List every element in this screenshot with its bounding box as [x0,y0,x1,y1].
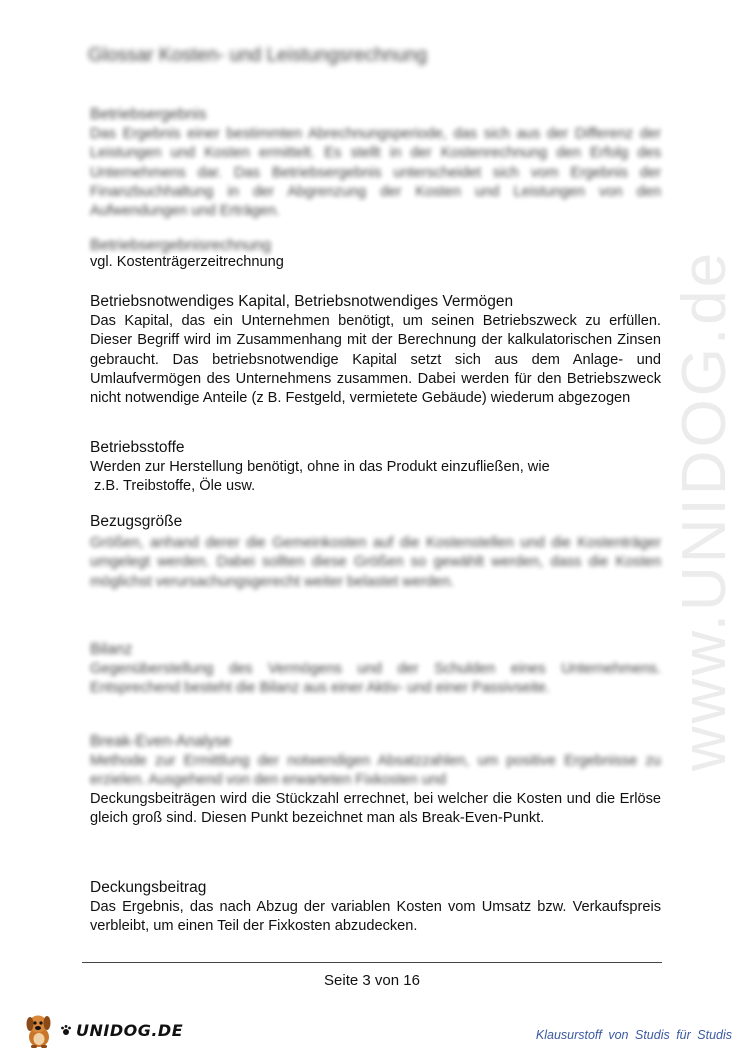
entry-body: Gegenüberstellung des Vermögens und der Schulden eines Unternehmens. Entsprechend besteht die Bilanz aus einer Aktiv- und einer Passivseite. [90,661,661,697]
unidog-logo [22,1010,183,1050]
entry-body: vgl. Kostenträgerzeitrechnung [90,254,284,270]
entry-heading: Bezugsgröße [90,513,183,530]
glossary-entry-deckungsbeitrag [90,878,661,937]
entry-body: Das Ergebnis einer bestimmten Abrechnungsperiode, das sich aus der Differenz der Leistungen und Kosten ermittelt. Es stellt in der Kostenrechnung den Erfolg des Unternehmens dar. Das Betriebsergebnis unterscheidet sich vom Ergebnis der Finanzbuchhaltung in der Abgrenzung der Kosten und Leistungen von den Aufwendungen und Erträgen. [90,126,661,220]
document-title: Glossar Kosten- und Leistungsrechnung [88,45,428,66]
entry-heading: Bilanz [90,641,133,658]
dog-mascot-icon [22,1011,56,1049]
glossary-entry-betriebsnotwendiges-kapital [90,292,661,408]
watermark [665,249,745,771]
glossary-entry-betriebsstoffe [90,438,661,497]
entry-body: Größen, anhand derer die Gemeinkosten auf die Kostenstellen und die Kostenträger umgelegt werden. Dabei sollten diese Größen so gewählt werden, dass die Kosten möglichst verursachungsgerecht weiter belastet werden. [90,535,661,590]
entry-heading: Deckungsbeitrag [90,879,207,896]
entry-heading: Betriebsergebnisrechnung [90,237,271,254]
glossary-entry-betriebsergebnisrechnung [90,236,661,272]
entry-body: Das Ergebnis, das nach Abzug der variablen Kosten vom Umsatz bzw. Verkaufspreis verbleibt, um einen Teil der Fixkosten abzudecken. [90,899,661,935]
entry-heading: Betriebsstoffe [90,439,185,456]
paw-icon [60,1024,72,1036]
entry-body: Deckungsbeiträgen wird die Stückzahl errechnet, bei welcher die Kosten und die Erlöse gleich groß sind. Diesen Punkt bezeichnet man als Break-Even-Punkt. [90,790,661,826]
watermark-text: www.UNIDOG.de [670,249,740,771]
entry-body-line-2: z.B. Treibstoffe, Öle usw. [90,478,256,495]
glossary-entry-bezugsgroesse [90,512,661,592]
entry-body-blurred: Methode zur Ermittlung der notwendigen Absatzzahlen, um positive Ergebnisse zu erzielen. Ausgehend von den erwarteten Fixkosten und [90,753,661,789]
page-number: Seite 3 von 16 [324,972,420,989]
entry-heading: Break-Even-Analyse [90,733,232,750]
entry-body: Das Kapital, das ein Unternehmen benötigt, um seinen Betriebszweck zu erfüllen. Dieser Begriff wird im Zusammenhang mit der Berechnung der kalkulatorischen Zinsen gebraucht. Das betriebsnotwendige Kapital setzt sich aus dem Anlage- und Umlaufvermögen des Unternehmens zusammen. Dabei werden für den Betriebszweck nicht notwendige Anteile (z B. Festgeld, vermietete Gebäude) wiederum abgezogen [90,313,661,407]
entry-heading: Betriebsnotwendiges Kapital, Betriebsnotwendiges Vermögen [90,293,514,310]
footer-slogan: Klausurstoff von Studis für Studis [535,1028,732,1042]
glossary-entry-betriebsergebnis [90,105,661,221]
glossary-entry-break-even-analyse [90,732,661,828]
footer-divider [82,962,662,963]
entry-body-line-1: Werden zur Herstellung benötigt, ohne in das Produkt einzufließen, wie [90,459,550,475]
glossary-entry-bilanz [90,640,661,699]
logo-text: UNIDOG.DE [76,1020,184,1040]
entry-heading: Betriebsergebnis [90,106,207,123]
